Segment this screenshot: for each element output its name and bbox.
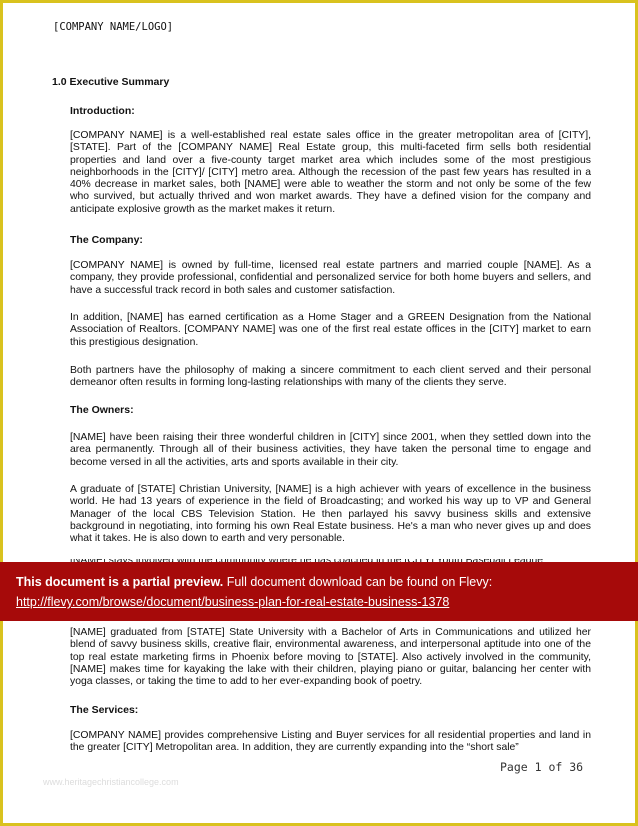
company-heading: The Company: xyxy=(70,234,143,246)
services-heading: The Services: xyxy=(70,704,139,716)
company-paragraph-3: Both partners have the philosophy of making a sincere commitment to each client served and their personal demeanor often results in forming long-lasting relationships with many of the clients they serve. xyxy=(70,365,591,389)
company-logo-placeholder: [COMPANY NAME/LOGO] xyxy=(53,21,174,33)
watermark: www.heritagechristiancollege.com xyxy=(43,777,179,787)
introduction-heading: Introduction: xyxy=(70,105,135,117)
download-link[interactable]: http://flevy.com/browse/document/business-plan-for-real-estate-business-1378 xyxy=(16,595,450,609)
partial-preview-banner xyxy=(0,562,638,621)
owners-paragraph-4: [NAME] graduated from [STATE] State University with a Bachelor of Arts in Communications and utilized her blend of savvy business skills, creative flair, environmental awareness, and interpersonal aptitude into one of the top real estate marketing firms in Phoenix before moving to [STATE]. Also actively involved in the community, [NAME] makes time for kayaking the lake with their children, playing piano or guitar, balancing her center with yoga classes, or taking the time to add to her ever-expanding book of poetry. xyxy=(70,627,591,688)
banner-message xyxy=(16,575,492,589)
services-paragraph: [COMPANY NAME] provides comprehensive Listing and Buyer services for all residential properties and land in the greater [CITY] Metropolitan area. In addition, they are currently expanding into the “short sale” xyxy=(70,730,591,754)
owners-paragraph-2: A graduate of [STATE] Christian University, [NAME] is a high achiever with years of excellence in the business world. He had 13 years of experience in the field of Broadcasting; and worked his way up to VP and General Manager of the local CBS Television Station. He then parlayed his savvy business skills and extensive background in negotiating, into forming his own Real Estate business. He's a man who never gives up and does what it takes. He is also down to earth and very personable. xyxy=(70,484,591,545)
introduction-paragraph: [COMPANY NAME] is a well-established real estate sales office in the greater metropolitan area of [CITY], [STATE]. Part of the [COMPANY NAME] Real Estate group, this multi-faceted firm sells both residential properties and land over a five-county target market area which includes some of the most prestigious neighborhoods in the [CITY]/ [CITY] metro area. Although the recession of the past few years has resulted in a 40% decrease in market sales, both [NAME] were able to weather the storm and not only be some of the few who survived, but actually thrived and won market awards. They have a defined vision for the company and anticipate explosive growth as the market makes it return. xyxy=(70,130,591,215)
company-paragraph-1: [COMPANY NAME] is owned by full-time, licensed real estate partners and married couple [NAME]. As a company, they provide professional, confidential and personalized service for both home buyers and sellers, and have a successful track record in both sales and customer satisfaction. xyxy=(70,260,591,296)
company-paragraph-2: In addition, [NAME] has earned certification as a Home Stager and a GREEN Designation from the National Association of Realtors. [COMPANY NAME] was one of the first real estate offices in the [CITY] market to earn this prestigious designation. xyxy=(70,312,591,348)
owners-heading: The Owners: xyxy=(70,404,134,416)
banner-bold-text: This document is a partial preview. xyxy=(16,575,224,589)
document-content xyxy=(3,3,635,823)
banner-text: Full document download can be found on Flevy: xyxy=(226,575,493,589)
page-number: Page 1 of 36 xyxy=(500,760,584,774)
owners-paragraph-1: [NAME] have been raising their three wonderful children in [CITY] since 2001, when they settled down into the area permanently. Through all of their business activities, they have taken the personal time to engage and become versed in all the activities, arts and sports available in their city. xyxy=(70,432,591,468)
section-title: 1.0 Executive Summary xyxy=(52,76,170,88)
